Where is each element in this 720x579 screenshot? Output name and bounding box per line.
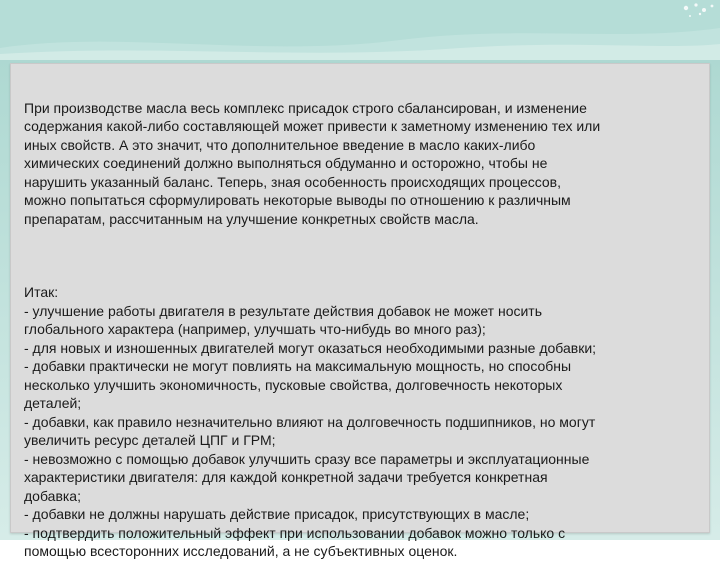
paragraph-intro: При производстве масла весь комплекс присадок строго сбалансирован, и изменение содержания какой-либо составляющей может привести к заметному изменению тех или иных свойств. А это значит, что дополнительное введение в масло каких-либо химических соединений должно выполняться обдуманно и осторожно, чтобы не нарушить указанный баланс. Теперь, зная особенность происходящих процессов, можно попытаться сформулировать некоторые выводы по отношению к различным препаратам, рассчитанным на улучшение конкретных свойств масла. bbox=[24, 99, 601, 227]
decorative-waves bbox=[0, 0, 720, 60]
paragraph-spacer bbox=[24, 247, 694, 265]
paragraph-conclusions-list: Итак: - улучшение работы двигателя в результате действия добавок не может носить глобального характера (например, улучшать что-нибудь во много раз); - для новых и изношенных двигателей могут оказаться необходимыми разные добавки; - добавки практически не могут повлиять на максимальную мощность, но способны несколько улучшить экономичность, пусковые свойства, долговечность некоторых деталей; - добавки, как правило незначительно влияют на долговечность подшипников, но могут увеличить ресурс деталей ЦПГ и ГРМ; - невозможно с помощью добавок улучшить сразу все параметры и эксплуатационные характеристики двигателя: для каждой конкретной задачи требуется конкретная добавка; - добавки не должны нарушать действие присадок, присутствующих в масле; - подтвердить положительный эффект при использовании добавок можно только с помощью всесторонних исследований, а не субъективных оценок. bbox=[24, 284, 597, 559]
slide-body-text bbox=[24, 80, 694, 579]
